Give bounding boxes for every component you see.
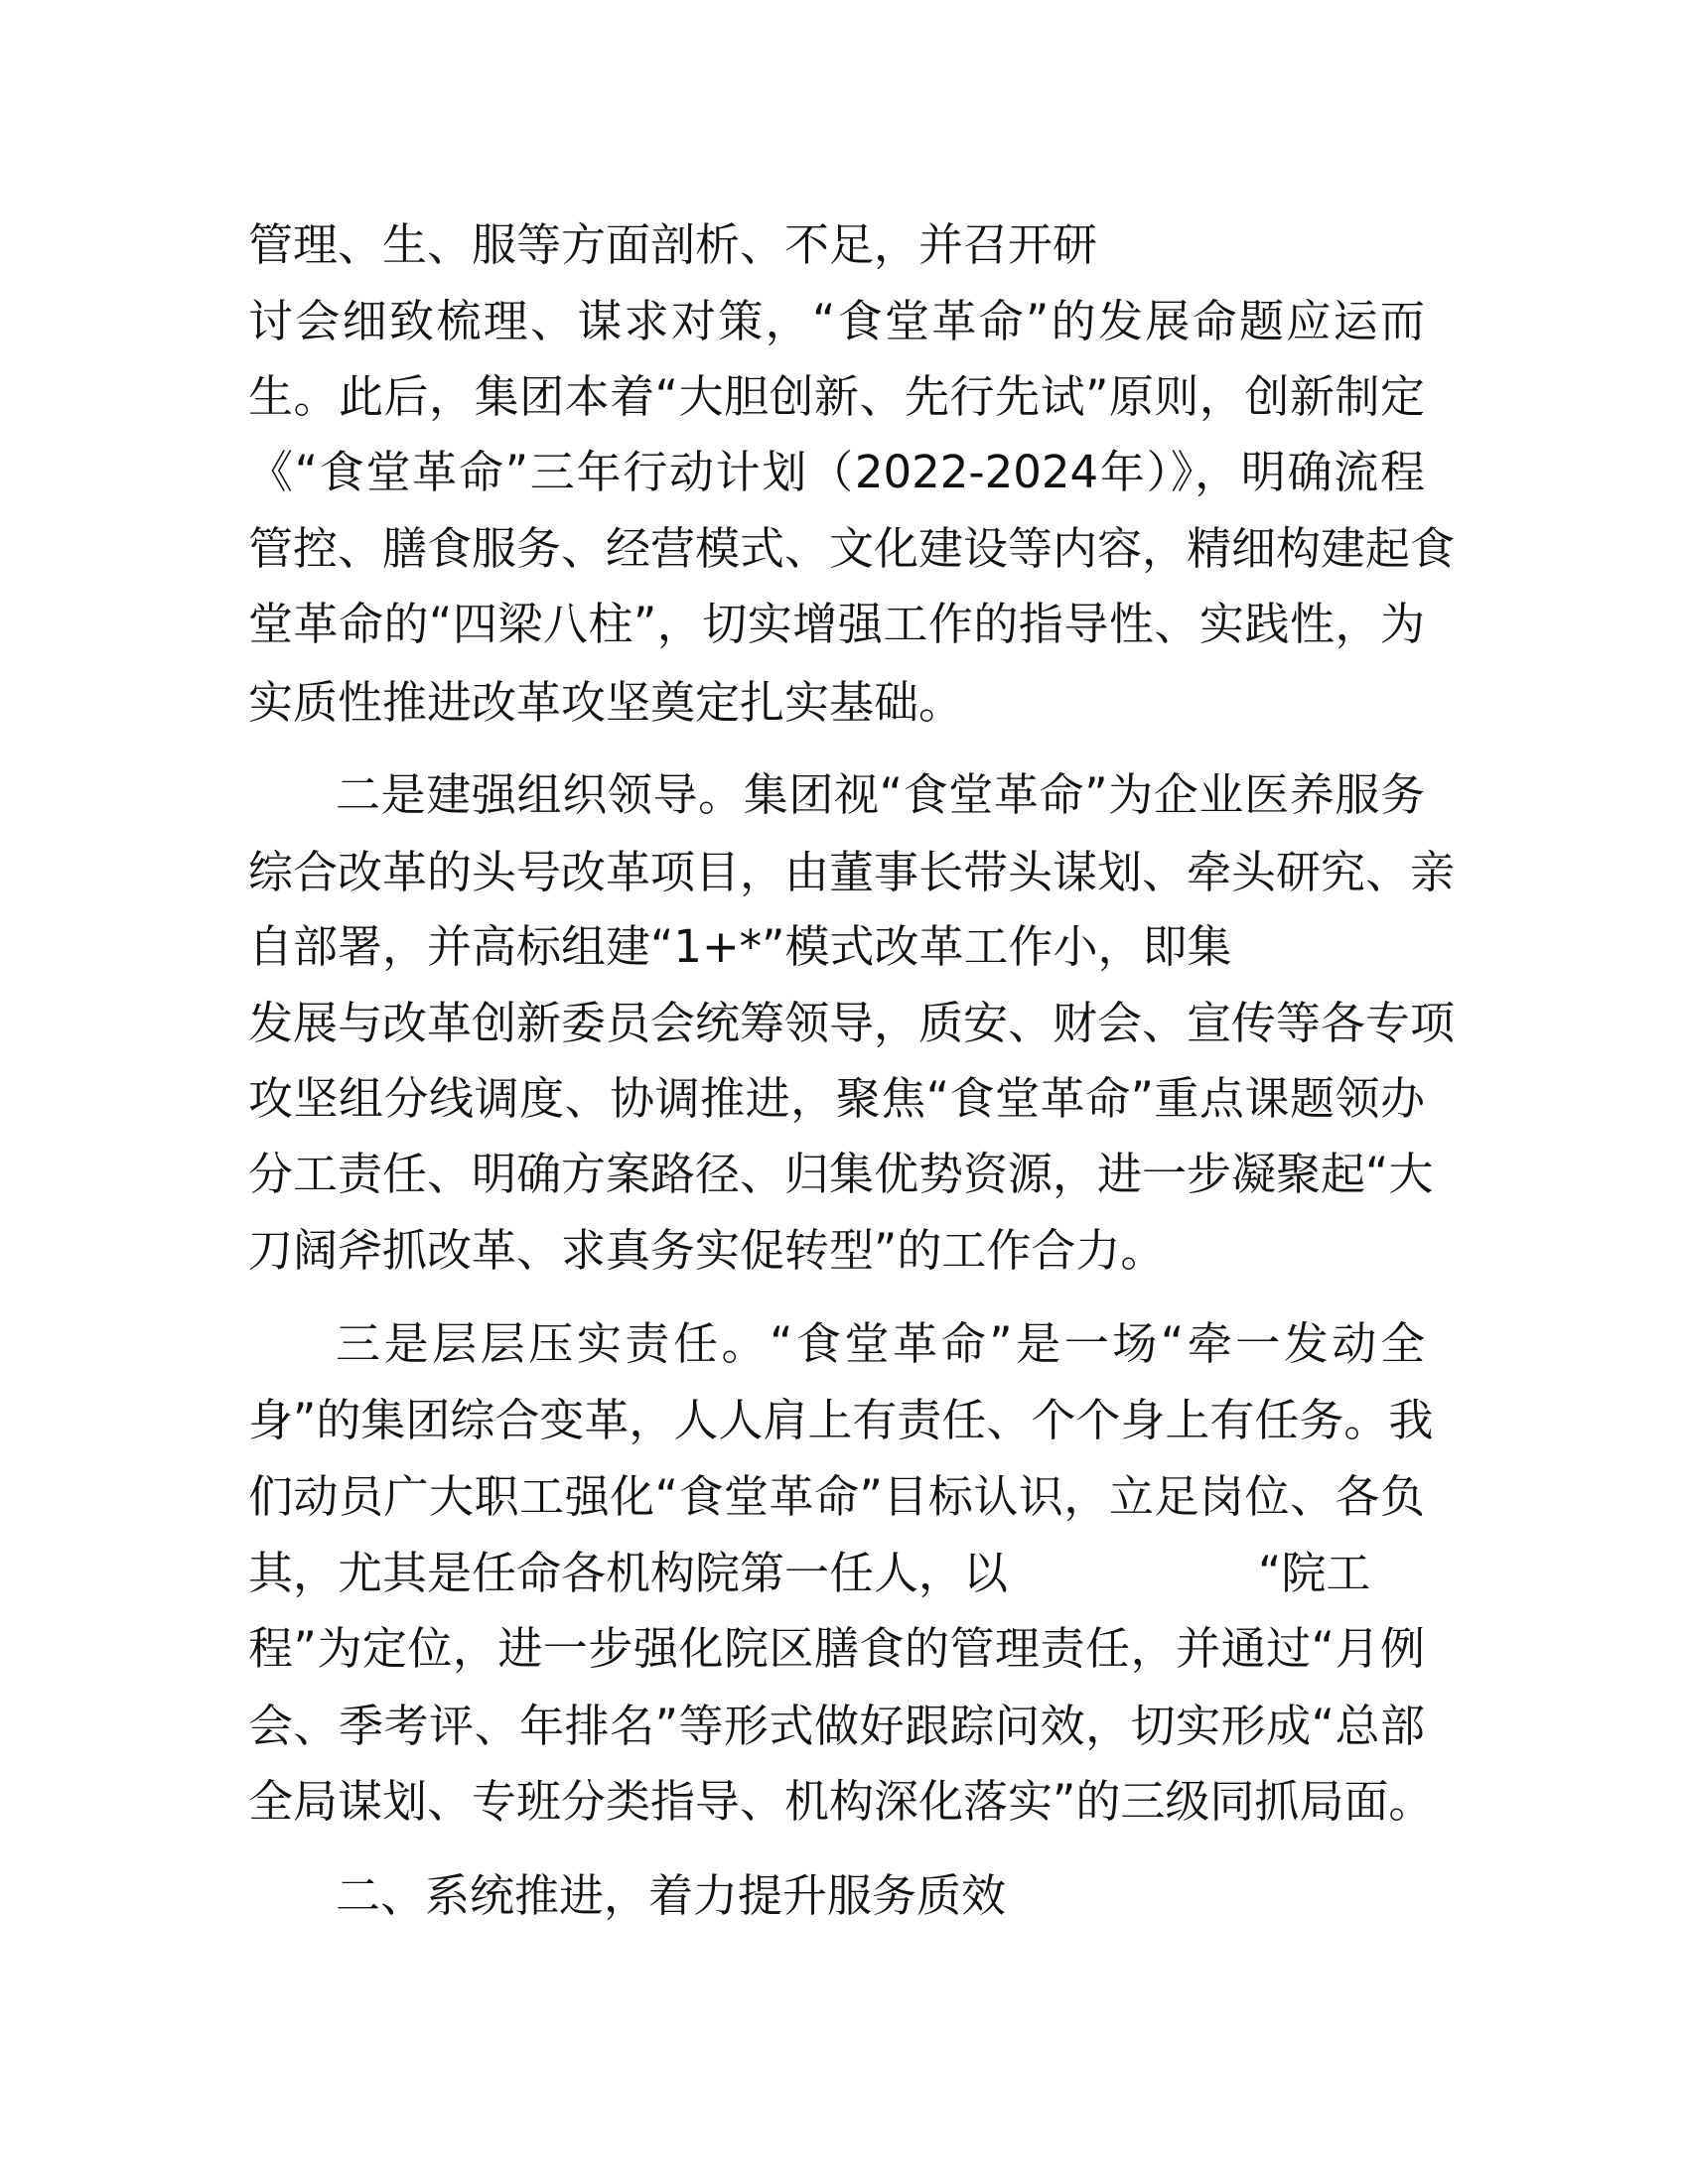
text-line: 发展与改革创新委员会统筹领导，质安、财会、宣传等各专项 [248,997,1456,1049]
text-line: 们动员广大职工强化“食堂革命”目标认识，立足岗位、各负 [248,1470,1425,1523]
text-line-head: 其，尤其是任命各机构院第一任人，以 [248,1547,1009,1599]
text-line: 《“食堂革命”三年行动计划（2022-2024年）》，明确流程 [248,446,1425,498]
text-line: 生。此后，集团本着“大胆创新、先行先试”原则，创新制定 [248,370,1425,423]
text-line: 分工责任、明确方案路径、归集优势资源，进一步凝聚起“大 [248,1148,1434,1200]
text-line: 刀阔斧抓改革、求真务实促转型”的工作合力。 [248,1224,1166,1277]
text-line: 管理、生、服等方面剖析、不足，并召开研 [248,218,1098,271]
text-line: 实质性推进改革攻坚奠定扎实基础。 [248,676,964,729]
text-line: 自部署，并高标组建“1+*”模式改革工作小，即集 [248,920,1232,973]
text-line-tail: “院工 [1258,1547,1371,1599]
text-line: 会、季考评、年排名”等形式做好跟踪问效，切实形成“总部 [248,1700,1425,1752]
text-line: 堂革命的“四梁八柱”，切实增强工作的指导性、实践性，为 [248,598,1425,650]
text-line: 全局谋划、专班分类指导、机构深化落实”的三级同抓局面。 [248,1775,1434,1828]
text-line: 程”为定位，进一步强化院区膳食的管理责任，并通过“月例 [248,1622,1425,1675]
text-line [248,1544,1425,1603]
text-line: 身”的集团综合变革，人人肩上有责任、个个身上有任务。我 [248,1394,1434,1446]
text-line: 讨会细致梳理、谋求对策，“食堂革命”的发展命题应运而 [248,295,1425,347]
text-line: 二是建强组织领导。集团视“食堂革命”为企业医养服务 [336,768,1425,821]
text-line: 管控、膳食服务、经营模式、文化建设等内容，精细构建起食 [248,522,1456,575]
text-line: 综合改革的头号改革项目，由董事长带头谋划、牵头研究、亲 [248,846,1456,898]
section-heading: 二、系统推进，着力提升服务质效 [336,1869,1007,1922]
text-line: 攻坚组分线调度、协调推进，聚焦“食堂革命”重点课题领办 [248,1072,1425,1125]
text-line: 三是层层压实责任。“食堂革命”是一场“牵一发动全 [336,1317,1425,1370]
